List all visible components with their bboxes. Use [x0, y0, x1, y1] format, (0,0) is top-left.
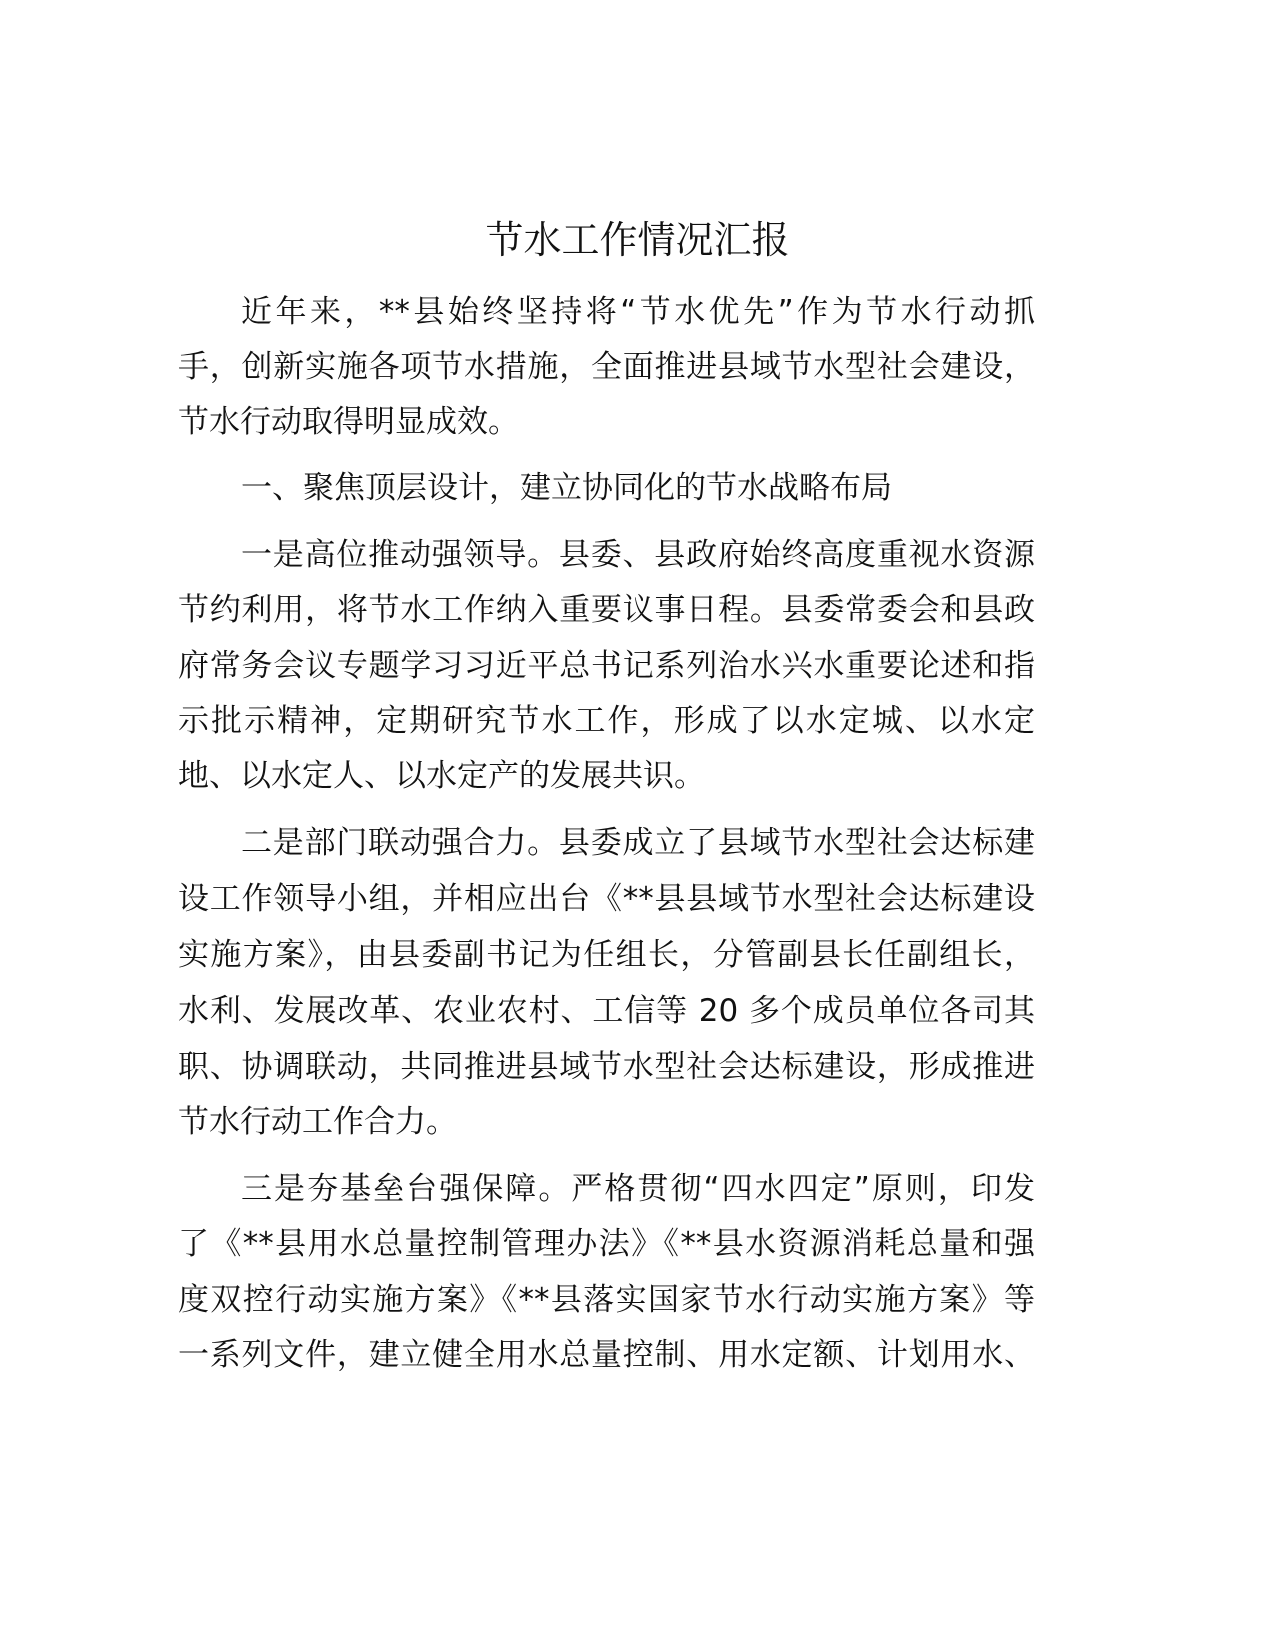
text-line: 节水行动取得明显成效。 [178, 404, 519, 440]
text-line: 职、协调联动，共同推进县域节水型社会达标建设，形成推进 [178, 1049, 1035, 1085]
text-line: 设工作领导小组，并相应出台《**县县域节水型社会达标建设 [178, 881, 1035, 917]
section-heading: 一、聚焦顶层设计，建立协同化的节水战略布局 [241, 470, 892, 506]
text-line: 了《**县用水总量控制管理办法》《**县水资源消耗总量和强 [178, 1226, 1035, 1262]
text-line: 度双控行动实施方案》《**县落实国家节水行动实施方案》等 [178, 1282, 1035, 1318]
text-line: 地、以水定人、以水定产的发展共识。 [178, 758, 705, 794]
text-line: 节水行动工作合力。 [178, 1104, 457, 1140]
text-line: 实施方案》，由县委副书记为任组长，分管副县长任副组长， [178, 937, 1035, 973]
text-line: 府常务会议专题学习习近平总书记系列治水兴水重要论述和指 [178, 648, 1035, 684]
text-line: 三是夯基垒台强保障。严格贯彻“四水四定”原则，印发 [241, 1171, 1035, 1207]
text-line: 近年来，**县始终坚持将“节水优先”作为节水行动抓 [241, 294, 1035, 330]
text-line: 一是高位推动强领导。县委、县政府始终高度重视水资源 [241, 537, 1035, 573]
text-line: 一系列文件，建立健全用水总量控制、用水定额、计划用水、 [178, 1337, 1035, 1373]
document-title: 节水工作情况汇报 [485, 218, 790, 262]
text-line: 示批示精神，定期研究节水工作，形成了以水定城、以水定 [178, 703, 1035, 739]
text-line: 节约利用，将节水工作纳入重要议事日程。县委常委会和县政 [178, 592, 1035, 628]
text-line: 水利、发展改革、农业农村、工信等 20 多个成员单位各司其 [178, 993, 1035, 1029]
text-line: 二是部门联动强合力。县委成立了县域节水型社会达标建 [241, 825, 1035, 861]
text-line: 手，创新实施各项节水措施，全面推进县域节水型社会建设， [178, 349, 1035, 385]
